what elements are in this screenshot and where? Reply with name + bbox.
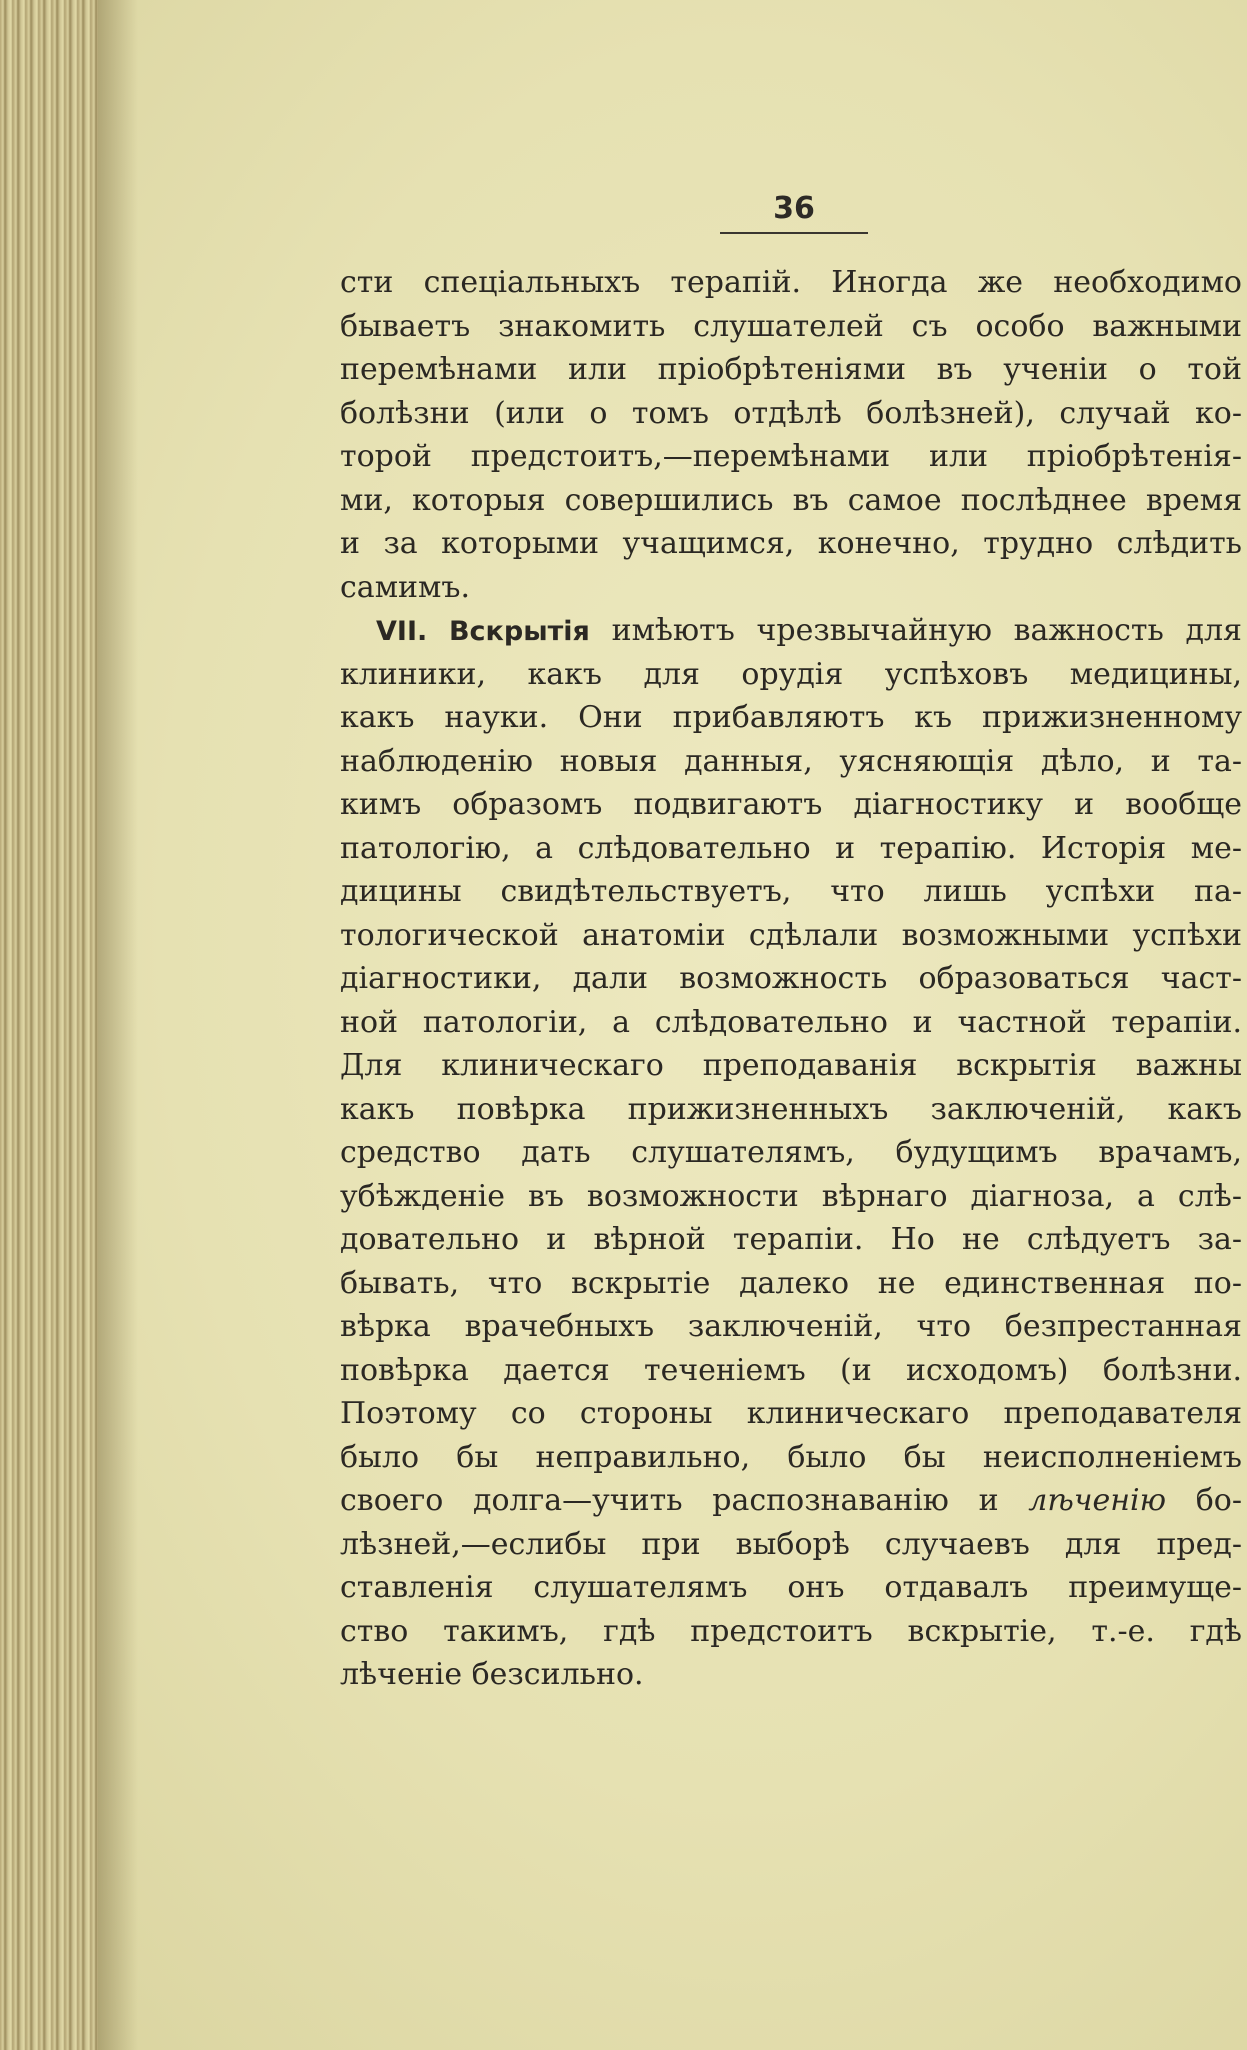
text-line: довательно и вѣрной терапіи. Но не слѣдуетъ за-: [340, 1222, 1242, 1257]
italic-line-before: своего долга—учить распознаванію и: [340, 1483, 1029, 1518]
text-line: перемѣнами или пріобрѣтеніями въ ученіи о той: [340, 352, 1242, 387]
text-line: было бы неправильно, было бы неисполненіемъ: [340, 1439, 1242, 1475]
text-line: самимъ.: [340, 569, 470, 605]
text-line: и за которыми учащимся, конечно, трудно слѣдить: [340, 526, 1242, 561]
italic-word: лѣченію: [1028, 1483, 1167, 1518]
text-line: какъ науки. Они прибавляютъ къ прижизненному: [340, 700, 1242, 735]
text-line: лѣзней,—еслибы при выборѣ случаевъ для пред-: [340, 1526, 1242, 1562]
book-binding: [0, 0, 98, 2050]
text-line: бывать, что вскрытіе далеко не единственная по-: [340, 1265, 1242, 1301]
text-line: ми, которыя совершились въ самое послѣднее время: [340, 482, 1242, 518]
text-line: ставленія слушателямъ онъ отдавалъ преимуще-: [340, 1570, 1242, 1605]
text-line: сти спеціальныхъ терапій. Иногда же необходимо: [340, 265, 1242, 300]
text-line: Поэтому со стороны клиническаго преподавателя: [340, 1396, 1242, 1431]
text-line: болѣзни (или о томъ отдѣлѣ болѣзней), случай ко-: [340, 395, 1242, 431]
text-line: наблюденію новыя данныя, уясняющія дѣло, и та-: [340, 743, 1242, 779]
text-line: торой предстоитъ,—перемѣнами или пріобрѣтенія-: [340, 439, 1242, 474]
section-heading: Вскрытія: [448, 616, 590, 647]
text-line: убѣжденіе въ возможности вѣрнаго діагноза, а слѣ-: [340, 1178, 1242, 1214]
text-line: Для клиническаго преподаванія вскрытія важны: [340, 1048, 1242, 1083]
text-line: кимъ образомъ подвигаютъ діагностику и вообще: [340, 787, 1242, 822]
text-line: ной патологіи, а слѣдовательно и частной терапіи.: [340, 1004, 1242, 1040]
section-heading-line: [340, 609, 1242, 653]
text-line: средство дать слушателямъ, будущимъ врачамъ,: [340, 1135, 1242, 1170]
page-number: 36: [720, 192, 868, 234]
text-line: ство такимъ, гдѣ предстоитъ вскрытіе, т.-е. гдѣ: [340, 1613, 1242, 1649]
binding-shadow: [98, 0, 138, 2050]
text-line: бываетъ знакомить слушателей съ особо важными: [340, 308, 1242, 344]
text-line: діагностики, дали возможность образоваться част-: [340, 961, 1242, 996]
text-line: патологію, а слѣдовательно и терапію. Исторія ме-: [340, 830, 1242, 866]
text-line: лѣченіе безсильно.: [340, 1657, 644, 1692]
italic-line-after: бо-: [1166, 1483, 1242, 1518]
text-line-with-italic: [340, 1479, 1242, 1523]
text-line: тологической анатоміи сдѣлали возможными успѣхи: [340, 917, 1242, 953]
text-line: повѣрка дается теченіемъ (и исходомъ) болѣзни.: [340, 1352, 1242, 1388]
body-text: [340, 261, 1242, 1697]
text-line: какъ повѣрка прижизненныхъ заключеній, какъ: [340, 1091, 1242, 1127]
section-first-line-text: имѣютъ чрезвычайную важность для: [611, 613, 1242, 648]
text-line: вѣрка врачебныхъ заключеній, что безпрестанная: [340, 1309, 1242, 1344]
text-line: дицины свидѣтельствуетъ, что лишь успѣхи па-: [340, 874, 1242, 909]
text-line: клиники, какъ для орудія успѣховъ медицины,: [340, 656, 1242, 692]
section-number: VII.: [376, 616, 428, 647]
